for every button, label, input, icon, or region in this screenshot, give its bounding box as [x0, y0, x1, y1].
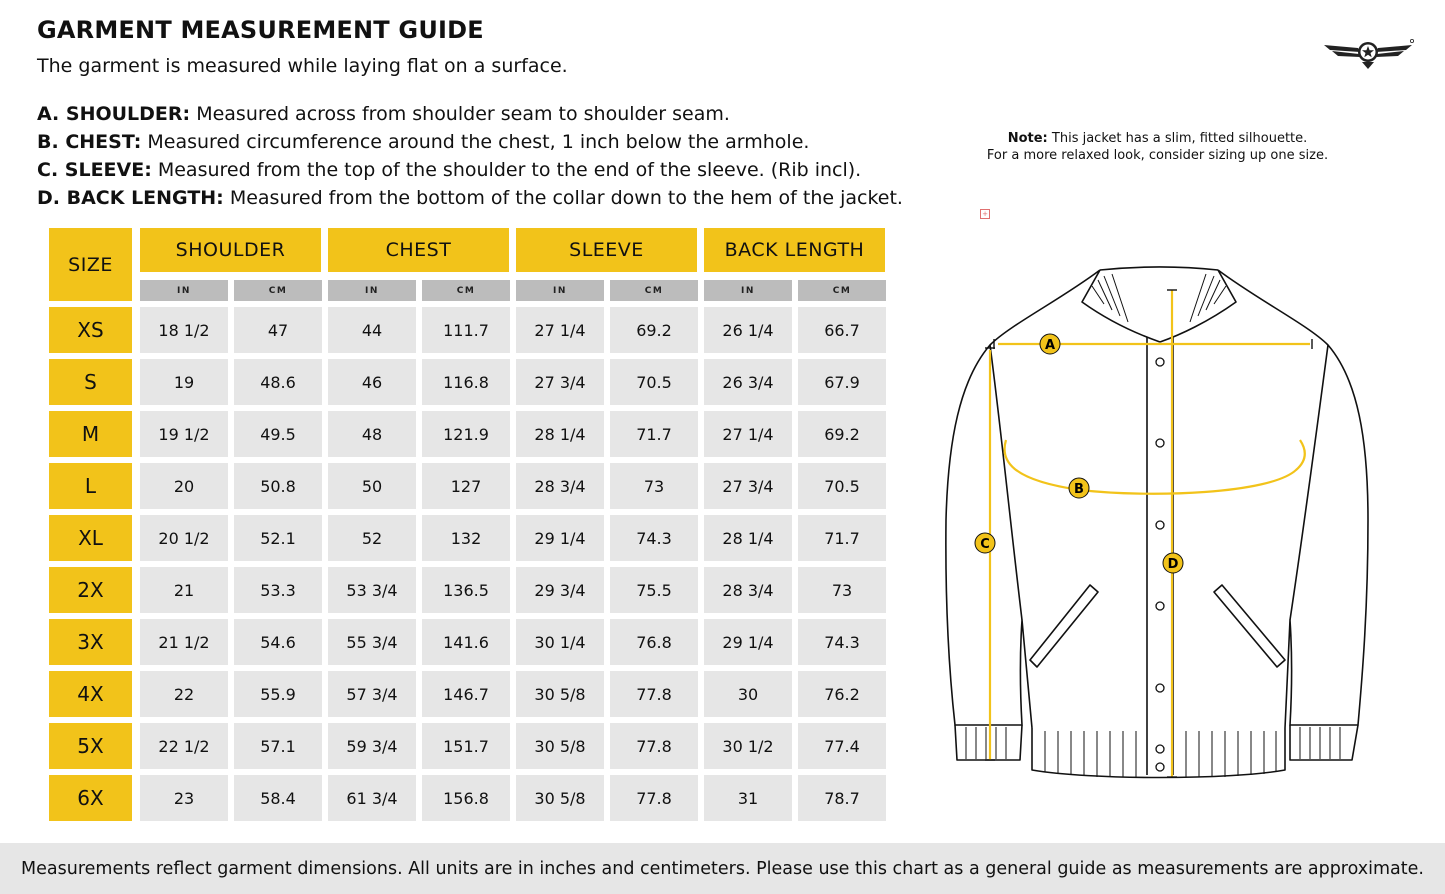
table-cell: 57 3/4 — [328, 671, 416, 717]
table-cell: 52 — [328, 515, 416, 561]
table-cell: 71.7 — [610, 411, 698, 457]
size-label: M — [49, 411, 132, 457]
table-cell: 69.2 — [798, 411, 886, 457]
unit-header: IN — [328, 280, 416, 301]
definition-sleeve: C. SLEEVE: Measured from the top of the shoulder to the end of the sleeve. (Rib incl). — [37, 159, 862, 181]
table-cell: 23 — [140, 775, 228, 821]
table-cell: 146.7 — [422, 671, 510, 717]
column-group-header: SLEEVE — [516, 228, 697, 272]
table-cell: 151.7 — [422, 723, 510, 769]
table-cell: 54.6 — [234, 619, 322, 665]
unit-header: CM — [422, 280, 510, 301]
table-cell: 121.9 — [422, 411, 510, 457]
table-cell: 26 3/4 — [704, 359, 792, 405]
table-cell: 127 — [422, 463, 510, 509]
table-cell: 20 1/2 — [140, 515, 228, 561]
fit-note: Note: This jacket has a slim, fitted silhouette. For a more relaxed look, consider sizing up one size. — [986, 131, 1329, 163]
table-cell: 69.2 — [610, 307, 698, 353]
table-cell: 28 1/4 — [516, 411, 604, 457]
table-cell: 78.7 — [798, 775, 886, 821]
column-group-header: CHEST — [328, 228, 509, 272]
unit-header: IN — [140, 280, 228, 301]
table-cell: 28 1/4 — [704, 515, 792, 561]
unit-header: CM — [798, 280, 886, 301]
table-cell: 50 — [328, 463, 416, 509]
diagram-label-d: D — [1167, 557, 1179, 572]
table-cell: 50.8 — [234, 463, 322, 509]
size-label: S — [49, 359, 132, 405]
size-label: XL — [49, 515, 132, 561]
table-cell: 76.2 — [798, 671, 886, 717]
table-cell: 57.1 — [234, 723, 322, 769]
table-cell: 77.8 — [610, 775, 698, 821]
table-cell: 21 — [140, 567, 228, 613]
size-label: XS — [49, 307, 132, 353]
table-cell: 47 — [234, 307, 322, 353]
table-cell: 132 — [422, 515, 510, 561]
table-cell: 66.7 — [798, 307, 886, 353]
table-cell: 29 1/4 — [704, 619, 792, 665]
size-label: 2X — [49, 567, 132, 613]
diagram-label-a: A — [1044, 338, 1056, 353]
measurement-definitions — [37, 100, 903, 212]
table-cell: 70.5 — [798, 463, 886, 509]
table-cell: 27 3/4 — [516, 359, 604, 405]
table-cell: 26 1/4 — [704, 307, 792, 353]
winged-star-logo-icon — [1322, 36, 1414, 74]
table-cell: 58.4 — [234, 775, 322, 821]
table-cell: 21 1/2 — [140, 619, 228, 665]
table-cell: 48.6 — [234, 359, 322, 405]
table-cell: 28 3/4 — [704, 567, 792, 613]
table-cell: 30 1/4 — [516, 619, 604, 665]
table-cell: 77.8 — [610, 723, 698, 769]
table-cell: 71.7 — [798, 515, 886, 561]
table-cell: 29 1/4 — [516, 515, 604, 561]
small-plus-box-icon: + — [980, 209, 990, 219]
table-cell: 75.5 — [610, 567, 698, 613]
table-cell: 76.8 — [610, 619, 698, 665]
table-cell: 61 3/4 — [328, 775, 416, 821]
size-label: 6X — [49, 775, 132, 821]
table-cell: 28 3/4 — [516, 463, 604, 509]
diagram-label-b: B — [1074, 482, 1084, 497]
table-cell: 52.1 — [234, 515, 322, 561]
table-cell: 29 3/4 — [516, 567, 604, 613]
table-cell: 30 1/2 — [704, 723, 792, 769]
table-cell: 53.3 — [234, 567, 322, 613]
unit-header: CM — [234, 280, 322, 301]
table-cell: 73 — [610, 463, 698, 509]
jacket-measurement-diagram — [940, 255, 1380, 794]
table-cell: 74.3 — [798, 619, 886, 665]
table-cell: 30 5/8 — [516, 775, 604, 821]
table-cell: 74.3 — [610, 515, 698, 561]
table-cell: 49.5 — [234, 411, 322, 457]
table-cell: 19 1/2 — [140, 411, 228, 457]
table-cell: 30 5/8 — [516, 671, 604, 717]
table-cell: 136.5 — [422, 567, 510, 613]
table-cell: 19 — [140, 359, 228, 405]
size-label: 4X — [49, 671, 132, 717]
table-cell: 59 3/4 — [328, 723, 416, 769]
table-cell: 22 1/2 — [140, 723, 228, 769]
page-title: GARMENT MEASUREMENT GUIDE — [37, 16, 484, 44]
unit-header: IN — [704, 280, 792, 301]
table-cell: 67.9 — [798, 359, 886, 405]
table-cell: 55.9 — [234, 671, 322, 717]
size-label: 3X — [49, 619, 132, 665]
table-cell: 44 — [328, 307, 416, 353]
table-cell: 77.8 — [610, 671, 698, 717]
page-subtitle: The garment is measured while laying flat on a surface. — [37, 55, 568, 77]
definition-chest: B. CHEST: Measured circumference around the chest, 1 inch below the armhole. — [37, 131, 810, 153]
table-cell: 22 — [140, 671, 228, 717]
unit-header: IN — [516, 280, 604, 301]
footer-disclaimer: Measurements reflect garment dimensions. All units are in inches and centimeters. Please use this chart as a general guide as measurements are approximate. — [0, 843, 1445, 894]
table-cell: 77.4 — [798, 723, 886, 769]
table-cell: 20 — [140, 463, 228, 509]
size-label: L — [49, 463, 132, 509]
column-group-header: BACK LENGTH — [704, 228, 885, 272]
table-cell: 30 — [704, 671, 792, 717]
table-cell: 55 3/4 — [328, 619, 416, 665]
table-cell: 31 — [704, 775, 792, 821]
table-cell: 156.8 — [422, 775, 510, 821]
table-cell: 18 1/2 — [140, 307, 228, 353]
size-column-header: SIZE — [49, 228, 132, 301]
diagram-label-c: C — [980, 537, 990, 552]
table-cell: 70.5 — [610, 359, 698, 405]
table-cell: 27 3/4 — [704, 463, 792, 509]
table-cell: 111.7 — [422, 307, 510, 353]
table-cell: 73 — [798, 567, 886, 613]
table-cell: 116.8 — [422, 359, 510, 405]
unit-header: CM — [610, 280, 698, 301]
table-cell: 27 1/4 — [704, 411, 792, 457]
table-cell: 141.6 — [422, 619, 510, 665]
definition-back-length: D. BACK LENGTH: Measured from the bottom of the collar down to the hem of the jacket. — [37, 187, 903, 209]
table-cell: 30 5/8 — [516, 723, 604, 769]
column-group-header: SHOULDER — [140, 228, 321, 272]
table-cell: 27 1/4 — [516, 307, 604, 353]
table-cell: 48 — [328, 411, 416, 457]
definition-shoulder: A. SHOULDER: Measured across from shoulder seam to shoulder seam. — [37, 103, 730, 125]
table-cell: 53 3/4 — [328, 567, 416, 613]
size-label: 5X — [49, 723, 132, 769]
table-cell: 46 — [328, 359, 416, 405]
